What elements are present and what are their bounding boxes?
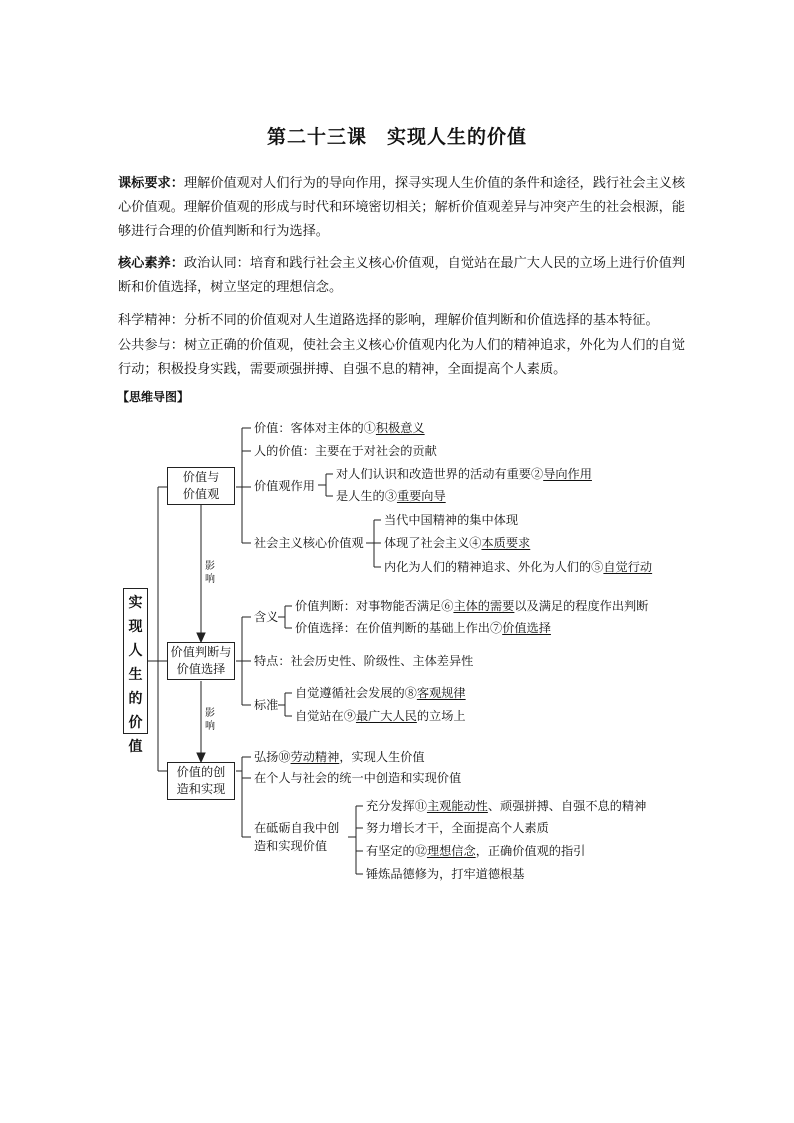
node-text: 弘扬⑩ <box>254 750 291 764</box>
node-conscious-action <box>384 559 652 575</box>
node-guiding-role <box>336 466 592 482</box>
node-text: 对人们认识和改造世界的活动有重要② <box>336 467 544 481</box>
node-life-guide <box>336 488 446 504</box>
answer-3: 重要向导 <box>396 489 446 503</box>
node-core-socialist-values: 社会主义核心价值观 <box>254 536 364 550</box>
node-moral-cultivation: 锤炼品德修为，打牢道德根基 <box>366 867 525 881</box>
node-text: 、顽强拼搏、自强不息的精神 <box>487 799 647 813</box>
node-text: 以及满足的程度作出判断 <box>514 599 649 613</box>
node-ideals <box>366 843 585 859</box>
branch2-title-line2: 价值选择 <box>176 662 226 676</box>
node-text: 的立场上 <box>416 709 466 723</box>
literacy-label: 核心素养： <box>118 256 184 271</box>
node-value-definition <box>254 420 425 436</box>
node-text: ，实现人生价值 <box>339 750 425 764</box>
branch-creation-and-realization <box>167 762 235 800</box>
node-text: 充分发挥⑪ <box>366 799 427 813</box>
public-text: 树立正确的价值观，使社会主义核心价值观内化为人们的精神追求，外化为人们的自觉行动；积极投身实践，需要顽强拼搏、自强不息的精神，全面提高个人素质。 <box>118 338 686 377</box>
node-initiative <box>366 798 646 814</box>
node-self-refinement-line2: 造和实现价值 <box>254 839 328 853</box>
node-text: 价值选择：在价值判断的基础上作出⑦ <box>295 621 503 635</box>
node-china-spirit: 当代中国精神的集中体现 <box>384 513 519 527</box>
node-grow-talent: 努力增长才干，全面提高个人素质 <box>366 821 549 835</box>
branch1-title-line1: 价值与 <box>182 470 220 484</box>
node-people-stance <box>295 708 466 724</box>
mindmap-heading: 【思维导图】 <box>117 390 190 404</box>
curriculum-label: 课标要求： <box>118 176 184 191</box>
science-text: 分析不同的价值观对人生道路选择的影响，理解价值判断和价值选择的基本特征。 <box>183 313 659 328</box>
node-objective-law <box>295 685 466 701</box>
branch3-title-line1: 价值的创 <box>176 765 226 779</box>
node-value-judgment <box>295 598 648 614</box>
answer-12: 理想信念 <box>426 844 476 858</box>
node-meaning: 含义 <box>254 610 279 624</box>
branch2-title-line1: 价值判断与 <box>170 645 232 659</box>
node-text: 价值判断：对事物能否满足⑥ <box>295 599 454 613</box>
node-characteristics: 特点：社会历史性、阶级性、主体差异性 <box>254 654 474 668</box>
answer-11: 主观能动性 <box>426 799 488 813</box>
answer-1: 积极意义 <box>375 421 425 435</box>
node-labor-spirit <box>254 749 425 765</box>
answer-9: 最广大人民 <box>355 709 417 723</box>
branch3-title-line2: 造和实现 <box>176 782 226 796</box>
node-individual-society: 在个人与社会的统一中创造和实现价值 <box>254 771 462 785</box>
answer-2: 导向作用 <box>543 467 592 481</box>
literacy-text: 政治认同：培育和践行社会主义核心价值观，自觉站在最广大人民的立场上进行价值判断和价值选择，树立坚定的理想信念。 <box>118 256 686 295</box>
answer-4: 本质要求 <box>481 536 531 550</box>
branch-value-and-values <box>167 467 235 505</box>
influence-label-1: 影响 <box>205 561 215 585</box>
science-label: 科学精神： <box>118 313 184 328</box>
branch1-title-line2: 价值观 <box>182 487 220 501</box>
node-self-refinement-line1: 在砥砺自我中创 <box>254 821 340 835</box>
node-text: 有坚定的⑫ <box>366 844 427 858</box>
node-text: 是人生的③ <box>336 489 397 503</box>
answer-10: 劳动精神 <box>290 750 340 764</box>
node-essential-requirement <box>384 535 530 551</box>
answer-7: 价值选择 <box>502 621 551 635</box>
node-text: 自觉遵循社会发展的⑧ <box>295 686 417 700</box>
node-text: 价值：客体对主体的① <box>254 421 376 435</box>
node-text: 自觉站在⑨ <box>295 709 356 723</box>
branch-judgment-and-choice <box>167 642 235 680</box>
page-title: 第二十三课 实现人生的价值 <box>266 126 527 148</box>
mindmap-root <box>123 588 148 755</box>
public-label: 公共参与： <box>118 338 184 353</box>
influence-label-2: 影响 <box>205 708 215 732</box>
answer-8: 客观规律 <box>416 686 466 700</box>
node-text: 体现了社会主义④ <box>384 536 482 550</box>
answer-6: 主体的需要 <box>453 599 515 613</box>
node-text: ，正确价值观的指引 <box>475 844 586 858</box>
node-value-choice <box>295 620 551 636</box>
node-text: 内化为人们的精神追求、外化为人们的⑤ <box>384 560 604 574</box>
node-standard: 标准 <box>254 698 279 712</box>
answer-5: 自觉行动 <box>603 560 653 574</box>
curriculum-text: 理解价值观对人们行为的导向作用，探寻实现人生价值的条件和途径，践行社会主义核心价值观。理解价值观的形成与时代和环境密切相关；解析价值观差异与冲突产生的社会根源，能够进行合理的价值判断和行为选择。 <box>118 176 686 239</box>
node-human-value: 人的价值：主要在于对社会的贡献 <box>254 444 437 458</box>
root-label: 实现人生的价值 <box>128 595 143 755</box>
node-values-function: 价值观作用 <box>254 479 315 493</box>
